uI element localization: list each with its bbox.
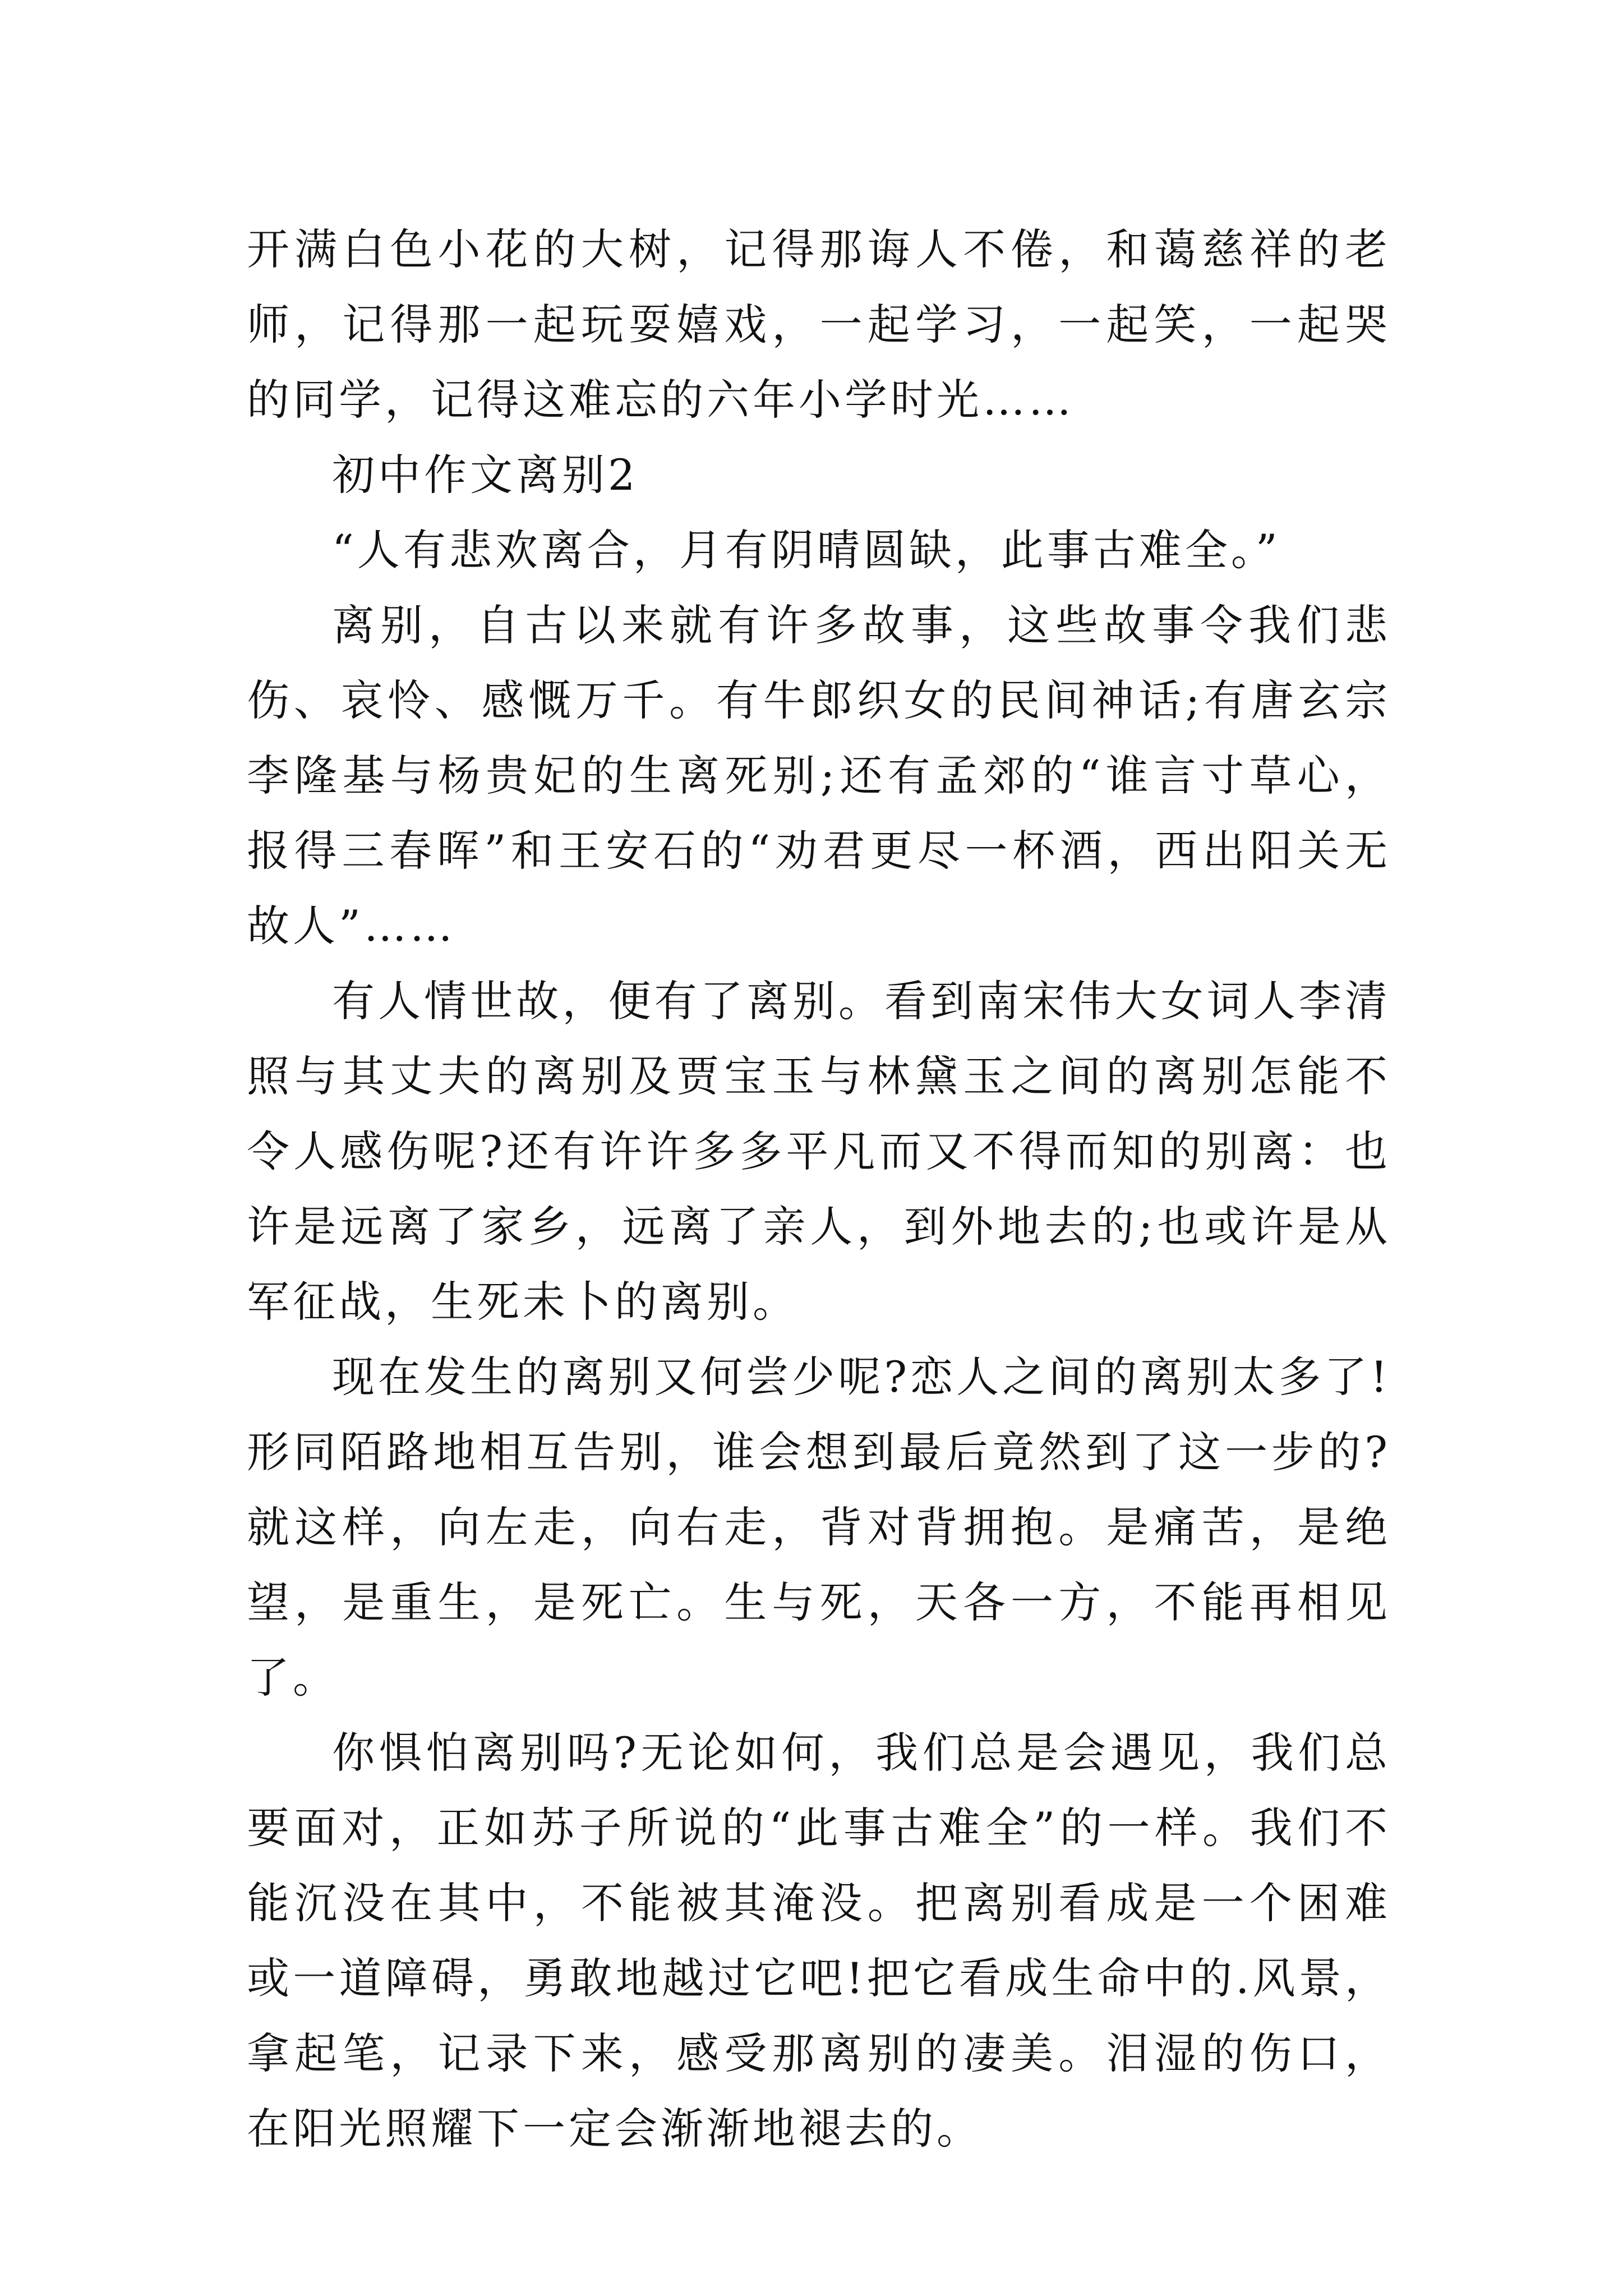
quote-paragraph: “人有悲欢离合，月有阴晴圆缺，此事古难全。” xyxy=(332,525,1281,575)
paragraph-continuation: 开满白色小花的大树，记得那诲人不倦，和蔼慈祥的老师，记得那一起玩耍嬉戏，一起学习，一起笑，一起哭的同学，记得这难忘的六年小学时光…… xyxy=(247,224,1391,425)
paragraph: 有人情世故，便有了离别。看到南宋伟大女词人李清照与其丈夫的离别及贾宝玉与林黛玉之间的离别怎能不令人感伤呢?还有许许多多平凡而又不得而知的别离：也许是远离了家乡，远离了亲人，到外地去的;也或许是从军征战，生死未卜的离别。 xyxy=(247,976,1391,1327)
paragraph: 离别，自古以来就有许多故事，这些故事令我们悲伤、哀怜、感慨万千。有牛郎织女的民间神话;有唐玄宗李隆基与杨贵妃的生离死别;还有孟郊的“谁言寸草心，报得三春晖”和王安石的“劝君更尽一杯酒，西出阳关无故人”…… xyxy=(247,600,1391,951)
section-title: 初中作文离别2 xyxy=(332,450,639,500)
paragraph: 你惧怕离别吗?无论如何，我们总是会遇见，我们总要面对，正如苏子所说的“此事古难全”的一样。我们不能沉没在其中，不能被其淹没。把离别看成是一个困难或一道障碍，勇敢地越过它吧!把它看成生命中的.风景，拿起笔，记录下来，感受那离别的凄美。泪湿的伤口，在阳光照耀下一定会渐渐地褪去的。 xyxy=(247,1728,1391,2154)
paragraph: 现在发生的离别又何尝少呢?恋人之间的离别太多了!形同陌路地相互告别，谁会想到最后竟然到了这一步的?就这样，向左走，向右走，背对背拥抱。是痛苦，是绝望，是重生，是死亡。生与死，天各一方，不能再相见了。 xyxy=(247,1352,1391,1703)
document-body xyxy=(247,212,1391,2166)
